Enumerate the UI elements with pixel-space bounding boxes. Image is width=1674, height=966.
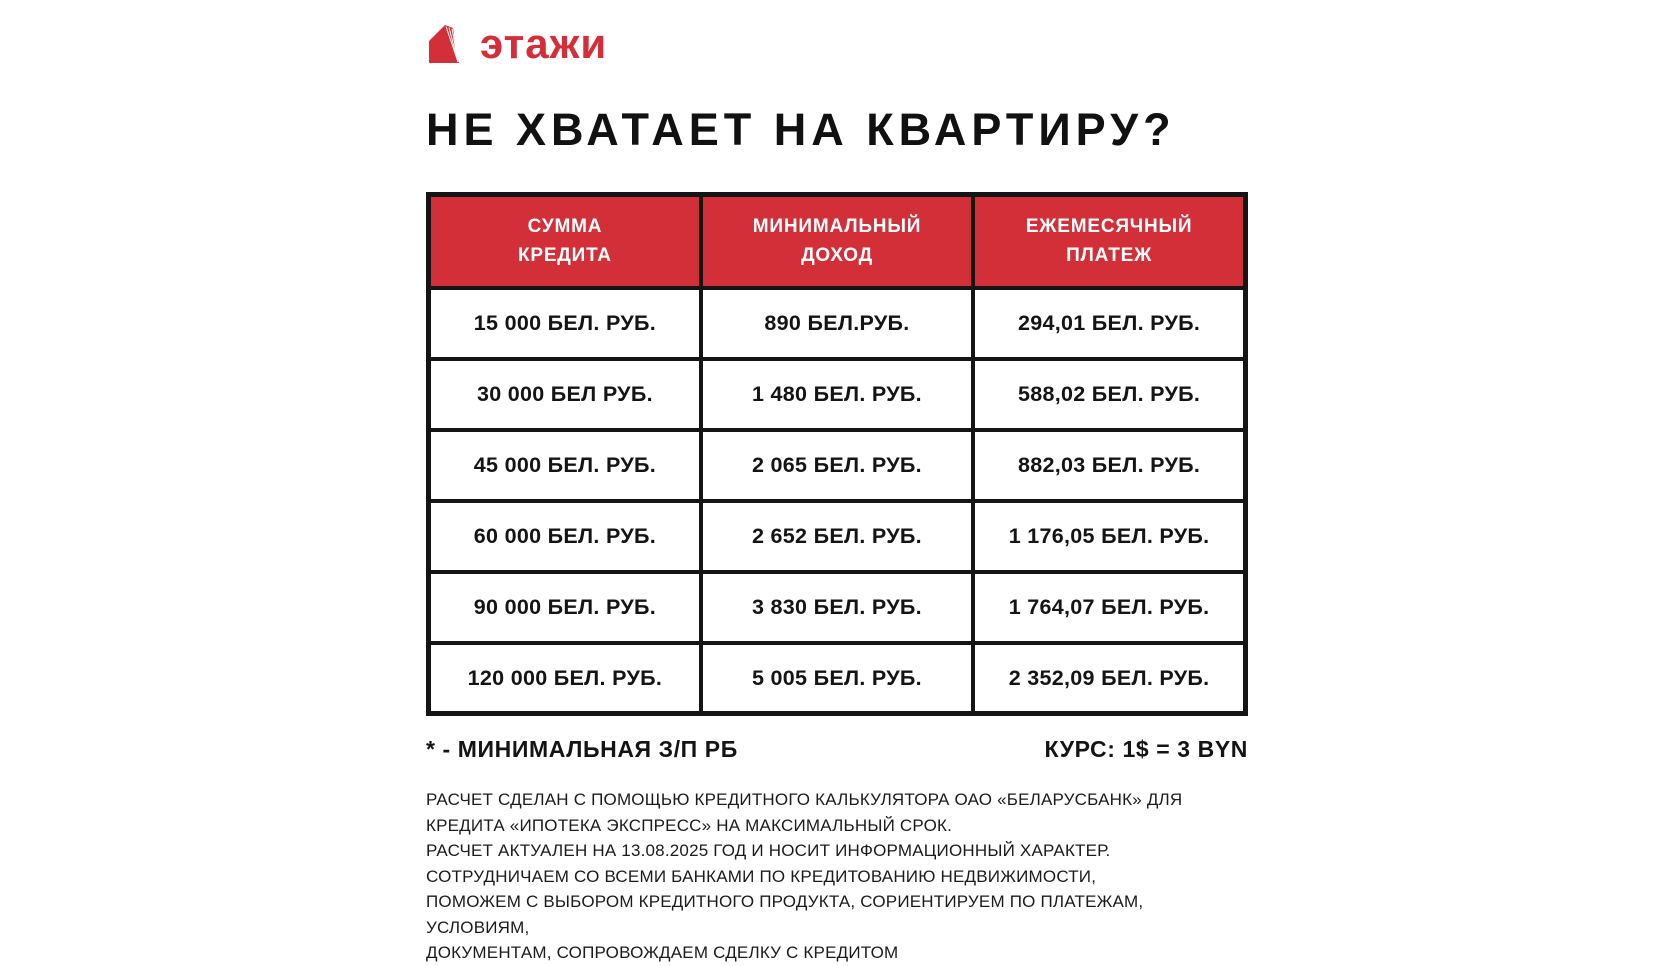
cell-min-income: 2 065 БЕЛ. РУБ. [701, 430, 973, 501]
table-row [429, 430, 1246, 501]
header-line: ЕЖЕМЕСЯЧНЫЙ [1025, 216, 1193, 237]
disclaimer [426, 787, 1248, 966]
header-line: ПЛАТЕЖ [1066, 245, 1153, 267]
cell-min-income: 3 830 БЕЛ. РУБ. [701, 572, 973, 643]
disclaimer-line: СОТРУДНИЧАЕМ СО ВСЕМИ БАНКАМИ ПО КРЕДИТОВАНИЮ НЕДВИЖИМОСТИ, [426, 866, 1097, 886]
header-line: ДОХОД [801, 245, 873, 267]
credit-table [426, 192, 1248, 716]
cell-credit-sum: 120 000 БЕЛ. РУБ. [429, 643, 701, 714]
cell-monthly-payment: 882,03 БЕЛ. РУБ. [973, 430, 1245, 501]
cell-min-income: 890 БЕЛ.РУБ. [701, 288, 973, 359]
cell-monthly-payment: 2 352,09 БЕЛ. РУБ. [973, 643, 1245, 714]
header-line: СУММА [527, 216, 603, 237]
column-header-min-income [701, 195, 973, 288]
cell-credit-sum: 45 000 БЕЛ. РУБ. [429, 430, 701, 501]
disclaimer-line: РАСЧЕТ СДЕЛАН С ПОМОЩЬЮ КРЕДИТНОГО КАЛЬКУЛЯТОРА ОАО «БЕЛАРУСБАНК» ДЛЯ [426, 790, 1183, 810]
header-line: КРЕДИТА [517, 245, 612, 267]
cell-credit-sum: 60 000 БЕЛ. РУБ. [429, 501, 701, 572]
cell-min-income: 1 480 БЕЛ. РУБ. [701, 359, 973, 430]
cell-monthly-payment: 1 176,05 БЕЛ. РУБ. [973, 501, 1245, 572]
disclaimer-line: ДОКУМЕНТАМ, СОПРОВОЖДАЕМ СДЕЛКУ С КРЕДИТОМ [426, 943, 899, 963]
footnote-min-salary: * - МИНИМАЛЬНАЯ З/П РБ [426, 736, 738, 763]
cell-credit-sum: 15 000 БЕЛ. РУБ. [429, 288, 701, 359]
column-header-credit-sum [429, 195, 701, 288]
table-row [429, 501, 1246, 572]
table-row [429, 288, 1246, 359]
cell-credit-sum: 90 000 БЕЛ. РУБ. [429, 572, 701, 643]
notes-row [426, 736, 1248, 763]
disclaimer-line: УСЛОВИЯМ, [426, 917, 530, 937]
table-row [429, 572, 1246, 643]
page-title: НЕ ХВАТАЕТ НА КВАРТИРУ? [426, 104, 1176, 155]
column-header-monthly-payment [973, 195, 1245, 288]
brand-name: этажи [480, 20, 608, 67]
cell-min-income: 5 005 БЕЛ. РУБ. [701, 643, 973, 714]
exchange-rate: КУРС: 1$ = 3 BYN [1044, 736, 1248, 763]
table-row [429, 359, 1246, 430]
house-icon [426, 23, 470, 70]
cell-credit-sum: 30 000 БЕЛ РУБ. [429, 359, 701, 430]
header-line: МИНИМАЛЬНЫЙ [752, 216, 922, 237]
cell-min-income: 2 652 БЕЛ. РУБ. [701, 501, 973, 572]
table-row [429, 643, 1246, 714]
infographic [426, 0, 1248, 966]
cell-monthly-payment: 294,01 БЕЛ. РУБ. [973, 288, 1245, 359]
disclaimer-line: ПОМОЖЕМ С ВЫБОРОМ КРЕДИТНОГО ПРОДУКТА, СОРИЕНТИРУЕМ ПО ПЛАТЕЖАМ, [426, 892, 1144, 912]
cell-monthly-payment: 1 764,07 БЕЛ. РУБ. [973, 572, 1245, 643]
disclaimer-line: РАСЧЕТ АКТУАЛЕН НА 13.08.2025 ГОД И НОСИТ ИНФОРМАЦИОННЫЙ ХАРАКТЕР. [426, 841, 1111, 861]
disclaimer-line: КРЕДИТА «ИПОТЕКА ЭКСПРЕСС» НА МАКСИМАЛЬНЫЙ СРОК. [426, 815, 953, 835]
cell-monthly-payment: 588,02 БЕЛ. РУБ. [973, 359, 1245, 430]
table-header-row [429, 195, 1246, 288]
brand-logo [426, 22, 1248, 70]
